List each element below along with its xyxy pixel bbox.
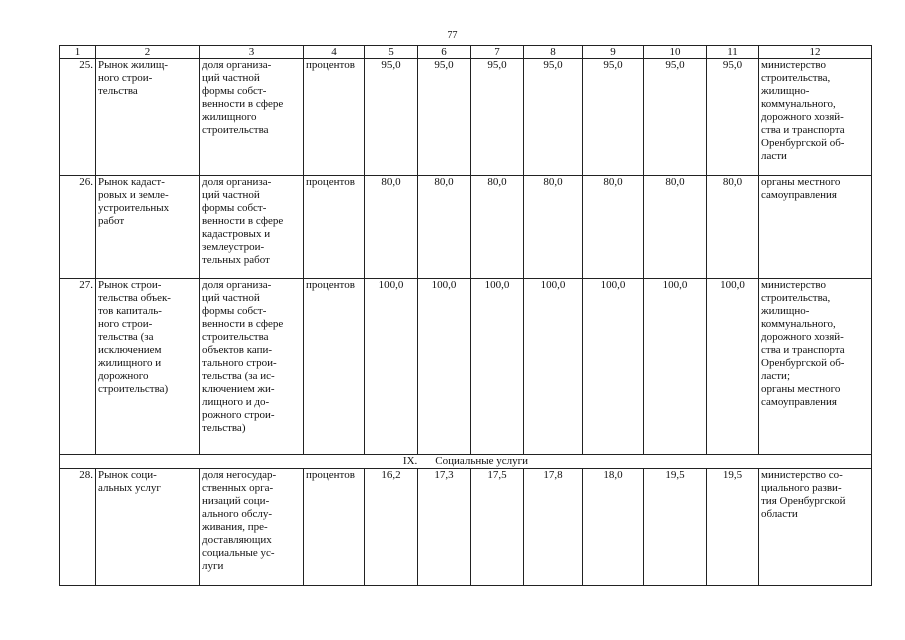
page-number: 77 — [447, 30, 458, 41]
table-row — [60, 176, 872, 279]
indicator-value: 95,0 — [583, 59, 644, 176]
indicator-value: 100,0 — [707, 279, 759, 455]
row-number: 28. — [60, 469, 96, 586]
column-number: 9 — [583, 46, 644, 59]
responsible-body: министерство со- циального разви- тия Оренбургской области — [759, 469, 872, 586]
column-number: 4 — [304, 46, 365, 59]
table-row — [60, 469, 872, 586]
indicator-value: 80,0 — [583, 176, 644, 279]
indicator-name: доля негосудар- ственных орга- низаций соци- ального обслу- живания, пре- доставляющих социальные ус- луги — [200, 469, 304, 586]
section-number: IX. — [402, 455, 418, 467]
column-number: 11 — [707, 46, 759, 59]
table-row — [60, 59, 872, 176]
column-number: 12 — [759, 46, 872, 59]
responsible-body: органы местного самоуправления — [759, 176, 872, 279]
row-number: 26. — [60, 176, 96, 279]
indicator-value: 17,5 — [471, 469, 524, 586]
section-header — [60, 455, 872, 469]
indicator-value: 100,0 — [583, 279, 644, 455]
column-number: 1 — [60, 46, 96, 59]
indicator-value: 100,0 — [365, 279, 418, 455]
section-title: Социальные услуги — [435, 455, 529, 467]
column-number: 5 — [365, 46, 418, 59]
indicator-value: 95,0 — [471, 59, 524, 176]
indicator-value: 95,0 — [644, 59, 707, 176]
indicator-value: 17,3 — [418, 469, 471, 586]
table-row — [60, 279, 872, 455]
market-name: Рынок соци- альных услуг — [96, 469, 200, 586]
indicator-name: доля организа- ций частной формы собст- венности в сфере кадастровых и землеустрои- тельных работ — [200, 176, 304, 279]
indicator-value: 80,0 — [365, 176, 418, 279]
row-number: 25. — [60, 59, 96, 176]
column-number: 3 — [200, 46, 304, 59]
indicator-value: 100,0 — [524, 279, 583, 455]
indicator-value: 80,0 — [707, 176, 759, 279]
indicator-value: 18,0 — [583, 469, 644, 586]
column-number-row — [60, 46, 872, 59]
indicator-value: 100,0 — [418, 279, 471, 455]
indicator-value: 80,0 — [471, 176, 524, 279]
unit: процентов — [304, 469, 365, 586]
unit: процентов — [304, 59, 365, 176]
indicator-value: 80,0 — [418, 176, 471, 279]
indicator-value: 95,0 — [707, 59, 759, 176]
indicator-value: 100,0 — [471, 279, 524, 455]
column-number: 6 — [418, 46, 471, 59]
indicator-value: 17,8 — [524, 469, 583, 586]
responsible-body: министерство строительства, жилищно- коммунального, дорожного хозяй- ства и транспорта Оренбургской об- ласти; органы местного самоуправления — [759, 279, 872, 455]
indicator-value: 16,2 — [365, 469, 418, 586]
unit: процентов — [304, 279, 365, 455]
market-name: Рынок строи- тельства объек- тов капиталь- ного строи- тельства (за исключением жилищного и дорожного строительства) — [96, 279, 200, 455]
column-number: 10 — [644, 46, 707, 59]
section-header-row — [60, 455, 872, 469]
market-name: Рынок кадаст- ровых и земле- устроительных работ — [96, 176, 200, 279]
row-number: 27. — [60, 279, 96, 455]
responsible-body: министерство строительства, жилищно- коммунального, дорожного хозяй- ства и транспорта Оренбургской об- ласти — [759, 59, 872, 176]
indicator-value: 80,0 — [524, 176, 583, 279]
column-number: 8 — [524, 46, 583, 59]
indicator-value: 80,0 — [644, 176, 707, 279]
column-number: 7 — [471, 46, 524, 59]
indicator-value: 19,5 — [707, 469, 759, 586]
column-number: 2 — [96, 46, 200, 59]
indicator-value: 95,0 — [524, 59, 583, 176]
market-name: Рынок жилищ- ного строи- тельства — [96, 59, 200, 176]
indicator-value: 100,0 — [644, 279, 707, 455]
indicator-value: 19,5 — [644, 469, 707, 586]
indicator-value: 95,0 — [365, 59, 418, 176]
indicators-table — [59, 45, 872, 586]
unit: процентов — [304, 176, 365, 279]
indicator-name: доля организа- ций частной формы собст- венности в сфере жилищного строительства — [200, 59, 304, 176]
indicator-value: 95,0 — [418, 59, 471, 176]
indicator-name: доля организа- ций частной формы собст- венности в сфере строительства объектов капи- тального строи- тельства (за ис- ключением жи- лищного и до- рожного строи- тельства) — [200, 279, 304, 455]
